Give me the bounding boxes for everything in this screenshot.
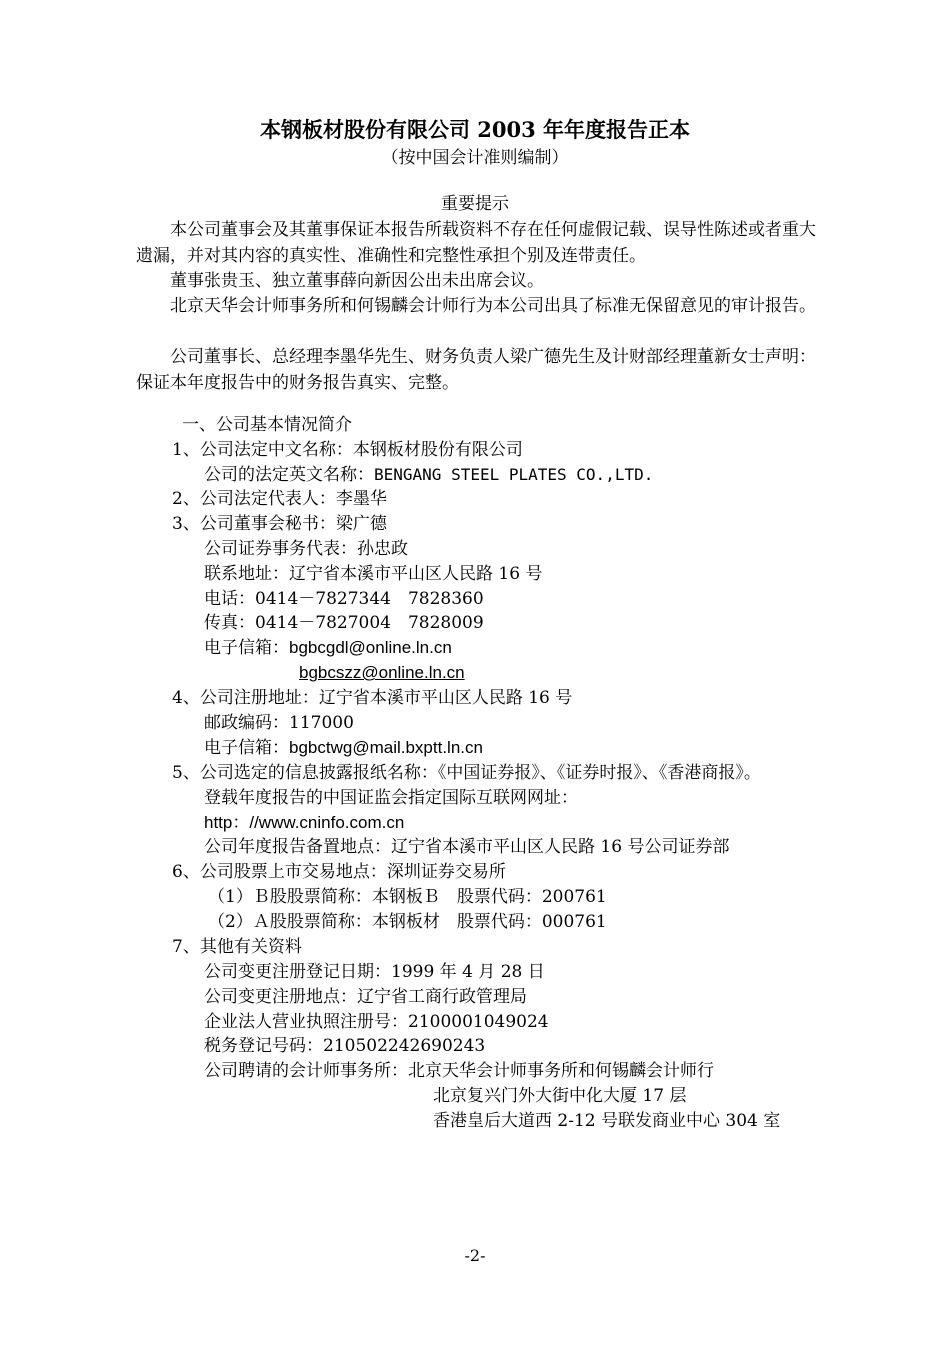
- auditor-address-beijing: 北京复兴门外大街中化大厦 17 层: [433, 1086, 687, 1106]
- email-address-3[interactable]: bgbctwg@mail.bxptt.ln.cn: [289, 738, 483, 757]
- item-3-fax: 传真：0414－7827004 7828009: [204, 613, 484, 633]
- item-7-other-info: 7、其他有关资料: [172, 937, 302, 957]
- notice-paragraph-3: 北京天华会计师事务所和何锡麟会计师行为本公司出具了标准无保留意见的审计报告。: [170, 296, 816, 316]
- item-5-report-location: 公司年度报告备置地点：辽宁省本溪市平山区人民路 16 号公司证券部: [204, 837, 730, 857]
- item-6-b-share: （1）Ｂ股股票简称：本钢板Ｂ 股票代码：200761: [208, 887, 607, 907]
- auditor-address-hongkong: 香港皇后大道西 2-12 号联发商业中心 304 室: [433, 1111, 781, 1131]
- email-label: 电子信箱：: [204, 638, 289, 658]
- english-name-value: BENGANG STEEL PLATES CO.,LTD.: [374, 465, 654, 484]
- notice-heading: 重要提示: [441, 194, 509, 214]
- english-name-label: 公司的法定英文名称：: [204, 465, 374, 485]
- email-address-2[interactable]: bgbcszz@online.ln.cn: [299, 663, 465, 682]
- item-3-secretary: 3、公司董事会秘书：梁广德: [172, 514, 387, 534]
- item-7-registration-date: 公司变更注册登记日期：1999 年 4 月 28 日: [204, 962, 545, 982]
- item-7-auditor: [204, 1059, 714, 1083]
- item-3-securities-rep: 公司证券事务代表：孙忠政: [204, 539, 408, 559]
- email-address-1[interactable]: bgbcgdl@online.ln.cn: [289, 638, 452, 657]
- item-6-a-share: （2）Ａ股股票简称：本钢板材 股票代码：000761: [208, 912, 607, 932]
- notice-paragraph-2: 董事张贵玉、独立董事薛向新因公出未出席会议。: [170, 271, 544, 291]
- item-7-registration-place: 公司变更注册地点：辽宁省工商行政管理局: [204, 987, 527, 1007]
- email-label: 电子信箱：: [204, 738, 289, 758]
- notice-paragraph-4: 公司董事长、总经理李墨华先生、财务负责人梁广德先生及计财部经理董新女士声明：保证本年度报告中的财务报告真实、完整。: [136, 347, 816, 393]
- item-4-email: [204, 736, 483, 760]
- section-heading: 一、公司基本情况简介: [182, 415, 352, 435]
- report-subtitle: （按中国会计准则编制）: [381, 148, 569, 168]
- item-4-registered-address: 4、公司注册地址：辽宁省本溪市平山区人民路 16 号: [172, 688, 573, 708]
- item-6-exchange: 6、公司股票上市交易地点：深圳证券交易所: [172, 862, 506, 882]
- item-3-email: [204, 636, 452, 660]
- item-5-newspapers: 5、公司选定的信息披露报纸名称：《中国证券报》、《证券时报》、《香港商报》。: [172, 763, 761, 783]
- item-7-business-license: 企业法人营业执照注册号：2100001049024: [204, 1012, 549, 1032]
- item-3-address: 联系地址：辽宁省本溪市平山区人民路 16 号: [204, 564, 543, 584]
- item-1-english-name: [204, 463, 653, 487]
- item-5-website-label: 登载年度报告的中国证监会指定国际互联网网址：: [204, 788, 578, 808]
- notice-paragraph-1: 本公司董事会及其董事保证本报告所载资料不存在任何虚假记载、误导性陈述或者重大遗漏，并对其内容的真实性、准确性和完整性承担个别及连带责任。: [136, 220, 816, 266]
- auditor-name: 北京天华会计师事务所和何锡麟会计师行: [408, 1061, 714, 1081]
- auditor-label: 公司聘请的会计师事务所：: [204, 1061, 408, 1081]
- item-3-telephone: 电话：0414－7827344 7828360: [204, 589, 484, 609]
- item-1-chinese-name: 1、公司法定中文名称：本钢板材股份有限公司: [172, 440, 523, 460]
- item-7-tax-number: 税务登记号码：210502242690243: [204, 1036, 486, 1056]
- item-4-postal-code: 邮政编码：117000: [204, 713, 354, 733]
- item-2-legal-rep: 2、公司法定代表人：李墨华: [172, 489, 387, 509]
- page-number: -2-: [464, 1246, 486, 1265]
- report-title: 本钢板材股份有限公司 2003 年年度报告正本: [259, 117, 691, 142]
- item-5-website-url[interactable]: http：//www.cninfo.com.cn: [204, 813, 405, 832]
